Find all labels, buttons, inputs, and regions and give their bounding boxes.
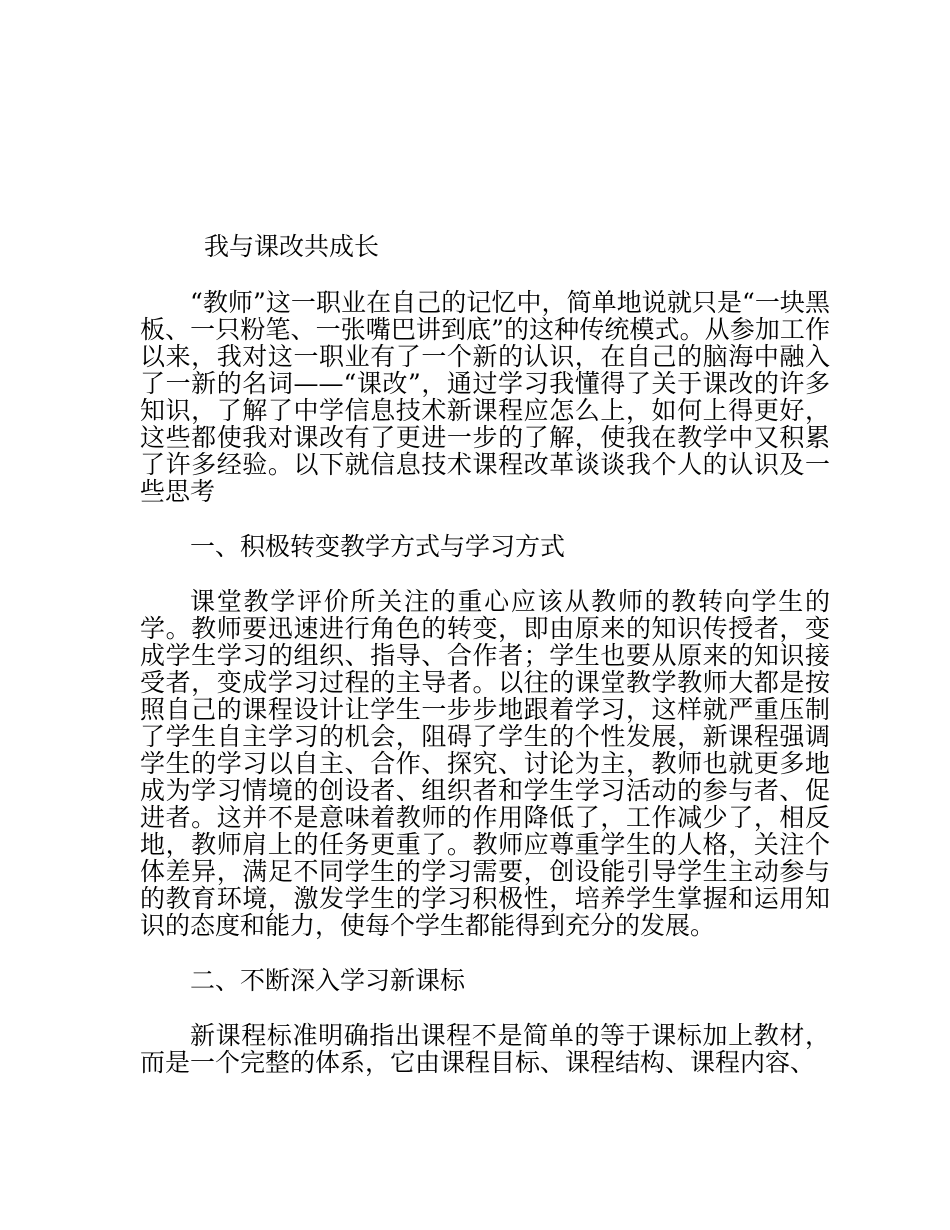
document-page	[140, 230, 830, 1102]
section-heading-2: 二、不断深入学习新课标	[190, 966, 466, 995]
document-title: 我与课改共成长	[204, 232, 380, 261]
section-body-2: 新课程标准明确指出课程不是简单的等于课标加上教材，而是一个完整的体系，它由课程目标、课程结构、课程内容、	[140, 1021, 830, 1077]
intro-paragraph: “教师”这一职业在自己的记忆中，简单地说就只是“一块黑板、一只粉笔、一张嘴巴讲到底”的这种传统模式。从参加工作以来，我对这一职业有了一个新的认识，在自己的脑海中融入了一新的名词——“课改”，通过学习我懂得了关于课改的许多知识，了解了中学信息技术新课程应怎么上，如何上得更好，这些都使我对课改有了更进一步的了解，使我在教学中又积累了许多经验。以下就信息技术课程改革谈谈我个人的认识及一些思考	[140, 288, 830, 506]
section-body-1: 课堂教学评价所关注的重心应该从教师的教转向学生的学。教师要迅速进行角色的转变，即由原来的知识传授者，变成学生学习的组织、指导、合作者；学生也要从原来的知识接受者，变成学习过程的主导者。以往的课堂教学教师大都是按照自己的课程设计让学生一步步地跟着学习，这样就严重压制了学生自主学习的机会，阻碍了学生的个性发展，新课程强调学生的学习以自主、合作、探究、讨论为主，教师也就更多地成为学习情境的创设者、组织者和学生学习活动的参与者、促进者。这并不是意味着教师的作用降低了，工作减少了，相反地，教师肩上的任务更重了。教师应尊重学生的人格，关注个体差异，满足不同学生的学习需要，创设能引导学生主动参与的教育环境，激发学生的学习积极性，培养学生掌握和运用知识的态度和能力，使每个学生都能得到充分的发展。	[140, 587, 830, 940]
section-heading-1: 一、积极转变教学方式与学习方式	[190, 532, 566, 561]
